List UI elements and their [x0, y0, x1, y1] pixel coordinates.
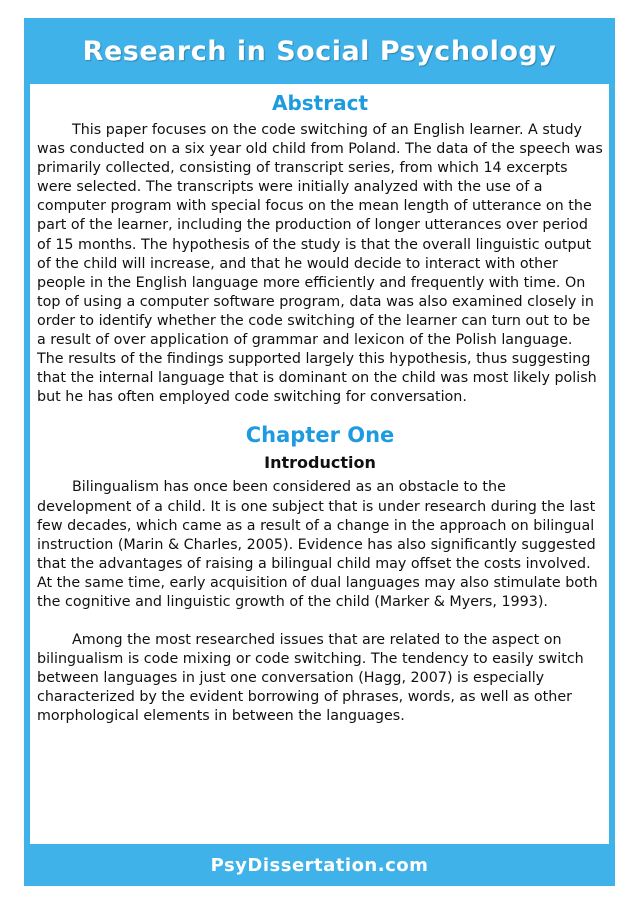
- intro-paragraph-2: Among the most researched issues that are related to the aspect on bilingualism is code mixing or code switching. The tendency to easily switch between languages in just one conversation (Hagg, 2007) is especially characterized by the evident borrowing of phrases, words, as well as other morphological elements in between the languages.: [37, 632, 584, 725]
- chapter-heading: Chapter One: [245, 423, 395, 448]
- header-title: Research in Social Psychology: [82, 35, 557, 67]
- section-heading: Introduction: [264, 453, 376, 473]
- abstract-paragraph: This paper focuses on the code switching of an English learner. A study was conducted on a six year old child from Poland. The data of the speech was primarily collected, consisting of transcript series, from which 14 excerpts were selected. The transcripts were initially analyzed with the use of a computer program with special focus on the mean length of utterance on the part of the learner, including the production of longer utterances over period of 15 months. The hypothesis of the study is that the overall linguistic output of the child will increase, and that he would decide to interact with other people in the English language more efficiently and frequently with time. On top of using a computer software program, data was also examined closely in order to identify whether the code switching of the learner can turn out to be a result of over application of grammar and lexicon of the Polish language. The results of the findings supported largely this hypothesis, thus suggesting that the internal language that is dominant on the child was most likely polish but he has often employed code switching for conversation.: [37, 122, 603, 406]
- document-body: [30, 84, 609, 844]
- header-bar: [24, 18, 615, 84]
- footer-site-link[interactable]: PsyDissertation.com: [210, 854, 429, 876]
- abstract-heading: Abstract: [271, 91, 369, 115]
- page-frame: [24, 18, 615, 886]
- intro-paragraph-1: Bilingualism has once been considered as an obstacle to the development of a child. It is one subject that is under research during the last few decades, which came as a result of a change in the approach on bilingual instruction (Marin & Charles, 2005). Evidence has also significantly suggested that the advantages of raising a bilingual child may offset the costs involved. At the same time, early acquisition of dual languages may also stimulate both the cognitive and linguistic growth of the child (Marker & Myers, 1993).: [37, 479, 598, 610]
- footer-bar: [24, 844, 615, 886]
